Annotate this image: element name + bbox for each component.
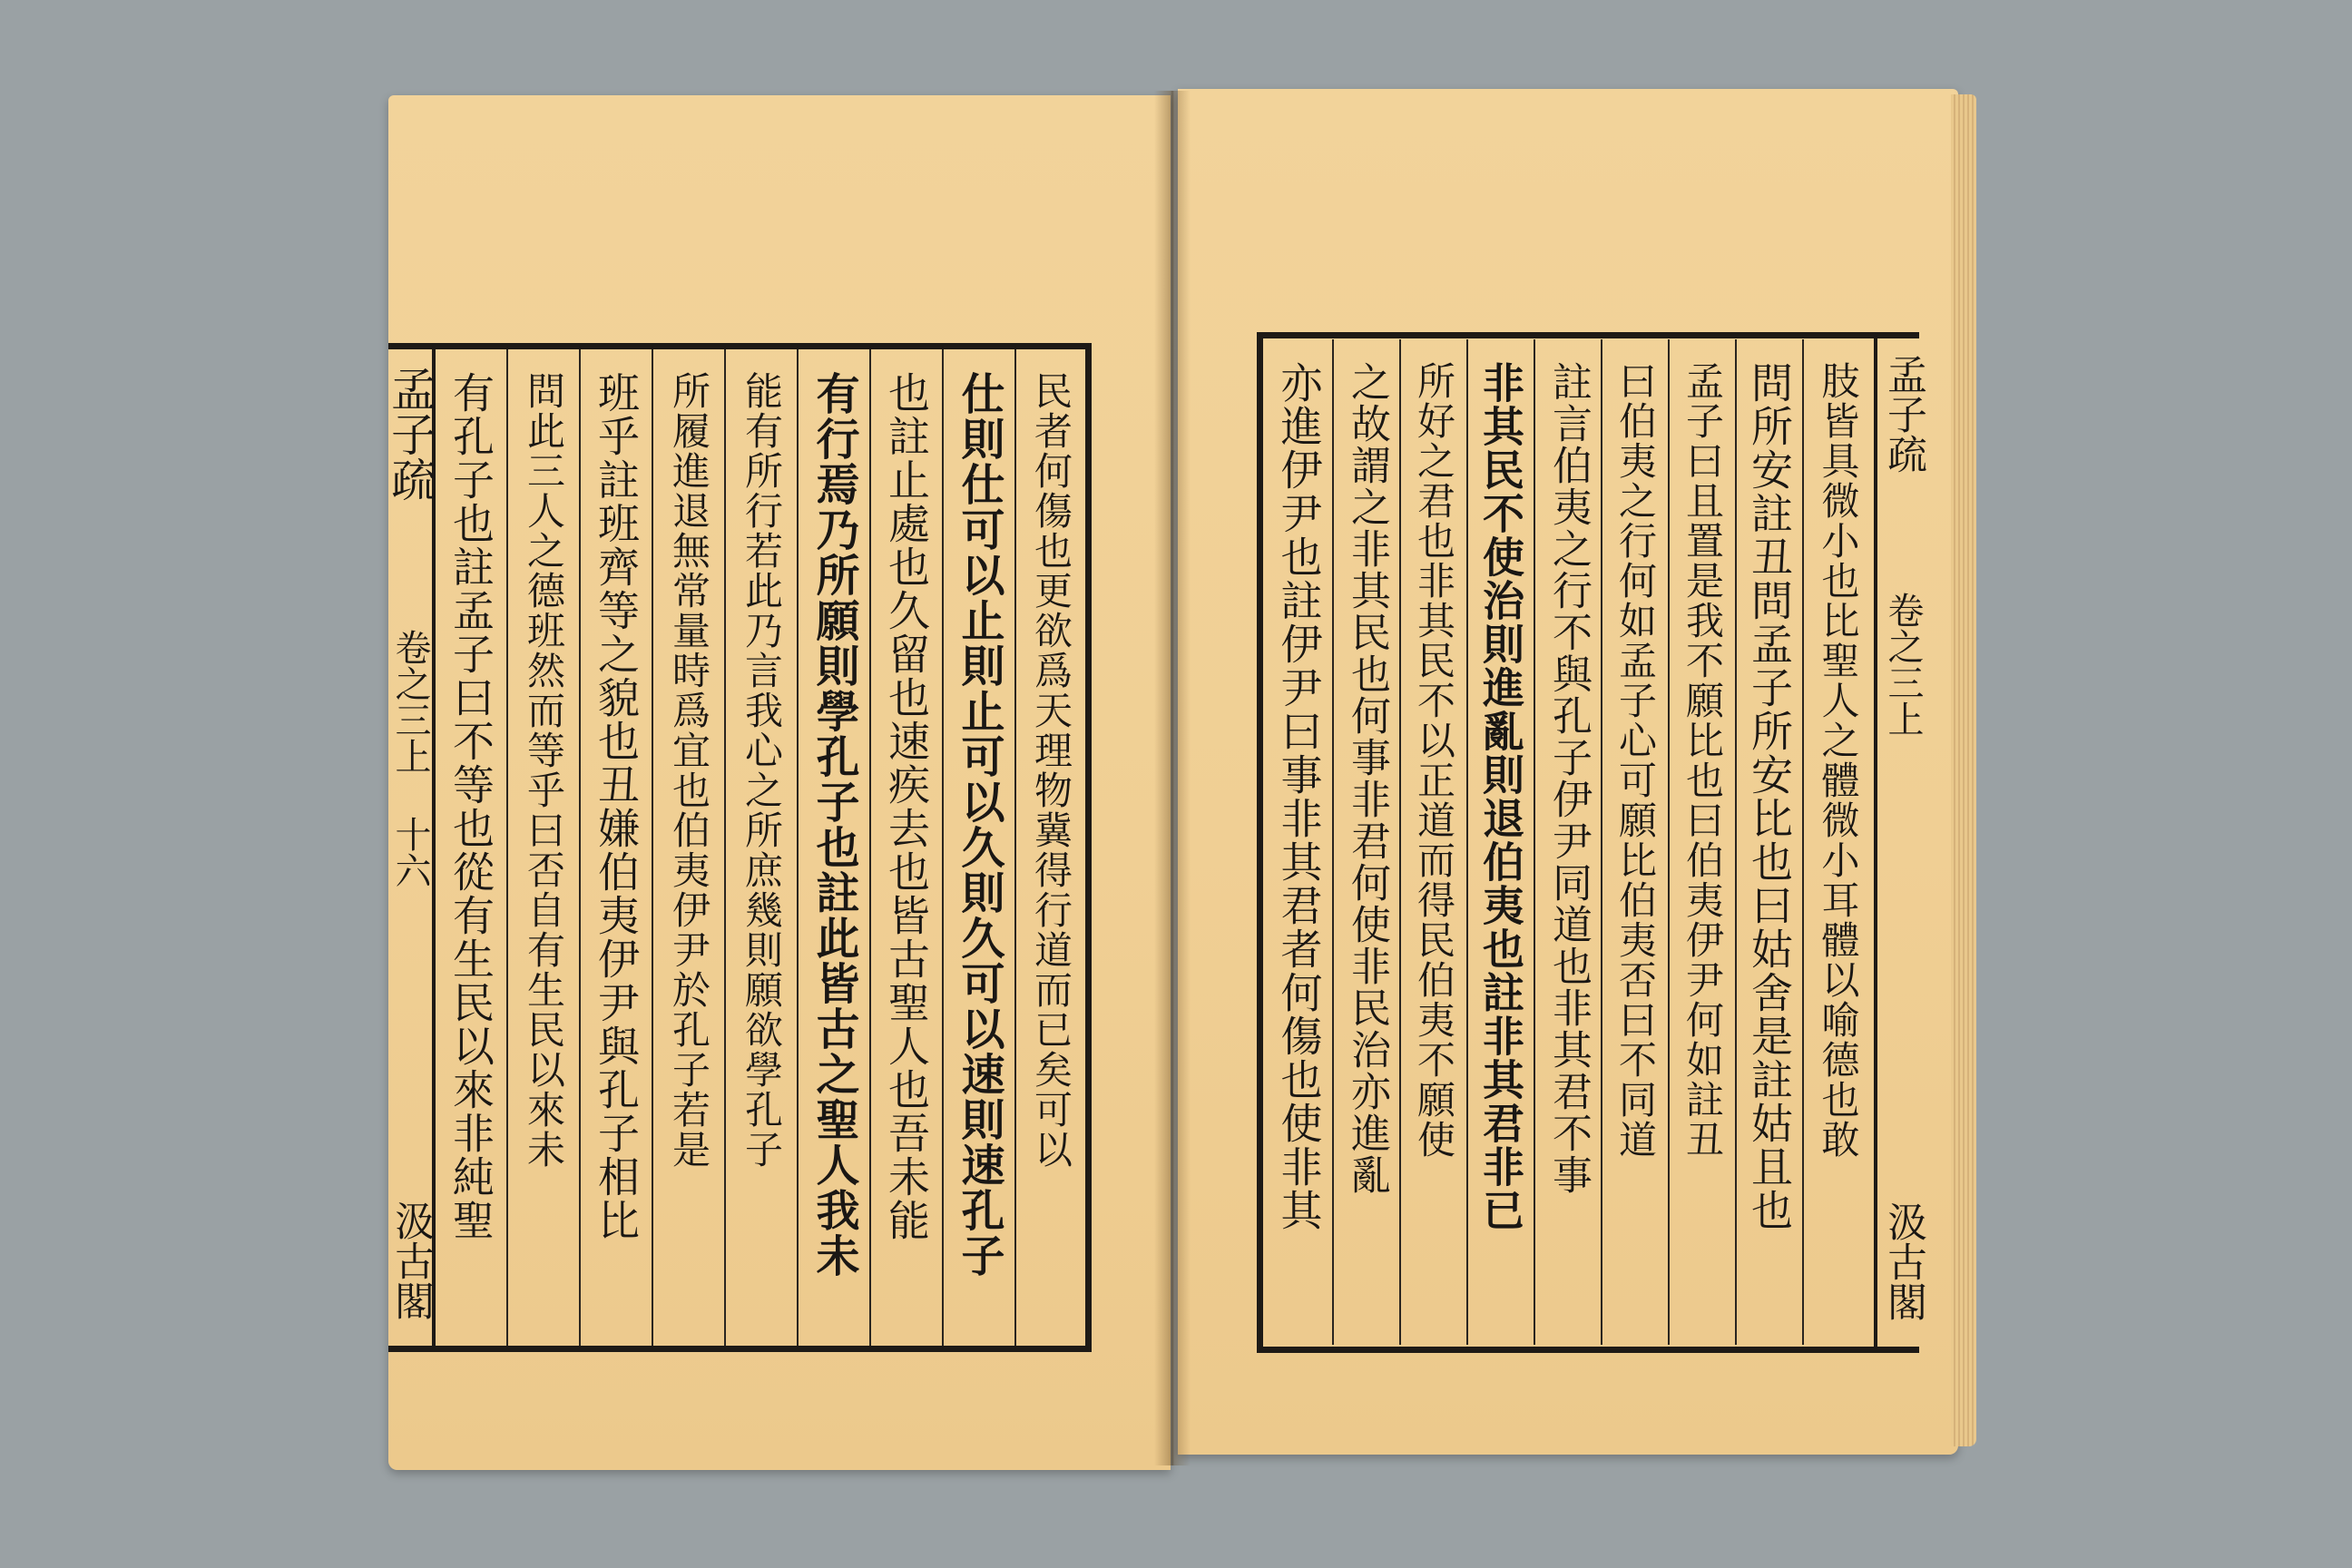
left-margin-juan: 卷之三上 十六 [389,629,431,888]
right-margin-title: 孟子疏 [1880,354,1926,474]
left-col-9: 有孔子也註孟子曰不等也從有生民以來非純聖 [436,349,508,1346]
book-gutter [1154,91,1191,1465]
left-col-8: 問此三人之德班然而等乎曰否自有生民以來未 [508,349,581,1346]
left-page-margin-strip [384,349,436,1346]
right-col-8: 之故謂之非其民也何事非君何使非民治亦進亂 [1334,339,1401,1345]
left-col-6: 所履進退無常量時爲宜也伯夷伊尹於孔子若是 [653,349,726,1346]
right-col-5: 註言伯夷之行不與孔子伊尹同道也非其君不事 [1535,339,1602,1345]
right-col-6: 非其民不使治則進亂則退伯夷也註非其君非已 [1468,339,1535,1345]
right-col-2: 問所安註丑問孟子所安比也曰姑舍是註姑且也 [1737,339,1804,1345]
right-col-3: 孟子曰且置是我不願比也曰伯夷伊尹何如註丑 [1670,339,1737,1345]
left-col-1: 民者何傷也更欲爲天理物冀得行道而已矣可以 [1029,371,1073,1170]
left-margin-publisher: 汲古閣 [387,1200,434,1320]
left-col-5: 能有所行若此乃言我心之所庶幾則願欲學孔子 [726,349,799,1346]
page-edge-stack [1951,94,1976,1446]
right-margin-publisher: 汲古閣 [1880,1201,1926,1321]
left-col-3: 也註止處也久留也速疾去也皆古聖人也吾未能 [871,349,944,1346]
right-columns [1266,339,1872,1345]
left-col-2: 仕則仕可以止則止可以久則久可以速則速孔子 [944,349,1016,1346]
right-col-4: 曰伯夷之行何如孟子心可願比伯夷否曰不同道 [1602,339,1670,1345]
left-col-4: 有行焉乃所願則學孔子也註此皆古之聖人我未 [799,349,871,1346]
left-col-7: 班乎註班齊等之貌也丑嫌伯夷伊尹與孔子相比 [581,349,653,1346]
left-columns [436,349,1085,1346]
right-col-7: 所好之君也非其民不以正道而得民伯夷不願使 [1401,339,1468,1345]
right-margin-juan: 卷之三上 [1882,592,1924,737]
right-col-1: 肢皆具微小也比聖人之體微小耳體以喻德也敢 [1816,361,1861,1160]
left-margin-title: 孟子疏 [384,366,436,502]
right-page-margin-strip [1874,338,1928,1347]
right-col-9: 亦進伊尹也註伊尹曰事非其君者何傷也使非其 [1266,339,1334,1345]
